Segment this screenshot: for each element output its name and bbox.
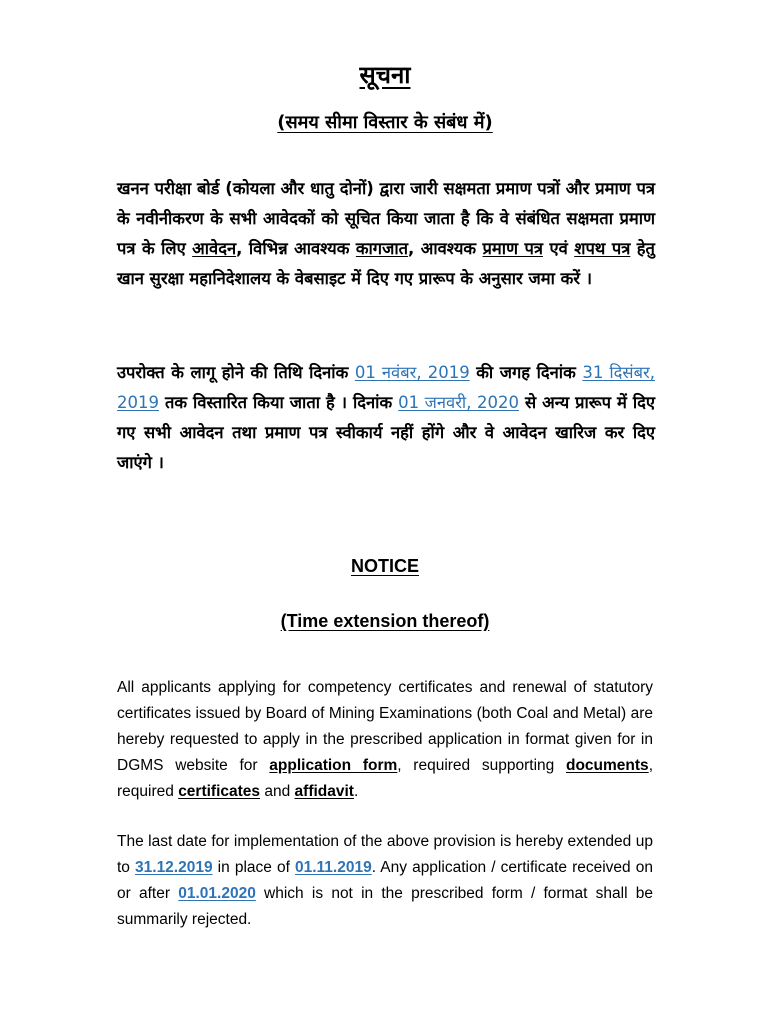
hindi-paragraph-1 — [117, 174, 655, 294]
english-link-application-form[interactable]: application form — [269, 757, 398, 774]
english-p1-text-1: All applicants applying for competency certificates and renewal of statutory certificates issued by Board of Mining Examinations (both Coal and Metal) are hereby requested to apply in the prescribed application in format given for in DGMS website for — [117, 679, 653, 774]
hindi-p1-text-2: , विभिन्न आवश्यक — [236, 239, 356, 258]
hindi-date-new[interactable]: 31 दिसंबर, 2019 — [117, 363, 655, 412]
english-date-new[interactable]: 31.12.2019 — [135, 859, 213, 876]
english-date-cutoff[interactable]: 01.01.2020 — [178, 885, 256, 902]
hindi-date-cutoff[interactable]: 01 जनवरी, 2020 — [398, 393, 519, 412]
english-title: NOTICE — [350, 556, 419, 576]
english-link-affidavit[interactable]: affidavit — [294, 783, 354, 800]
hindi-link-application[interactable]: आवेदन — [192, 239, 237, 258]
english-p2-text-3: . Any application / certificate received on or after — [117, 859, 653, 902]
hindi-p2-text-2: की जगह दिनांक — [469, 363, 583, 382]
hindi-title: सूचना — [359, 61, 411, 89]
english-subtitle: (Time extension thereof) — [280, 611, 490, 631]
hindi-p2-text-3: तक विस्तारित किया जाता है । दिनांक — [159, 393, 399, 412]
english-link-documents[interactable]: documents — [566, 757, 649, 774]
english-p1-text-4: and — [260, 783, 295, 800]
hindi-subtitle: (समय सीमा विस्तार के संबंध में) — [277, 112, 493, 133]
english-p2-text-4: which is not in the prescribed form / format shall be summarily rejected. — [117, 885, 653, 928]
english-date-old[interactable]: 01.11.2019 — [295, 859, 372, 876]
english-link-certificates[interactable]: certificates — [178, 783, 261, 800]
english-paragraph-2 — [117, 829, 653, 933]
english-p1-text-5: . — [353, 783, 359, 800]
english-p1-text-2: , required supporting — [397, 757, 566, 774]
hindi-p1-text-5: हेतु खान सुरक्षा महानिदेशालय के वेबसाइट में दिए गए प्रारूप के अनुसार जमा करें । — [117, 239, 655, 288]
english-p2-text-1: The last date for implementation of the above provision is hereby extended up to — [117, 833, 653, 876]
hindi-p2-text-1: उपरोक्त के लागू होने की तिथि दिनांक — [117, 363, 355, 382]
english-p2-text-2: in place of — [212, 859, 295, 876]
hindi-link-affidavit[interactable]: शपथ पत्र — [574, 239, 631, 258]
hindi-paragraph-2 — [117, 358, 655, 478]
hindi-p1-text-1: खनन परीक्षा बोर्ड (कोयला और धातु दोनों) द्वारा जारी सक्षमता प्रमाण पत्रों और प्रमाण पत्र के नवीनीकरण के सभी आवेदकों को सूचित किया जाता है कि वे संबंधित सक्षमता प्रमाण पत्र के लिए — [117, 179, 655, 258]
hindi-p2-text-4: से अन्य प्रारूप में दिए गए सभी आवेदन तथा प्रमाण पत्र स्वीकार्य नहीं होंगे और वे आवेदन खारिज कर दिए जाएंगे । — [117, 393, 655, 472]
hindi-link-certificate[interactable]: प्रमाण पत्र — [482, 239, 543, 258]
hindi-link-documents[interactable]: कागजात — [355, 239, 409, 258]
english-p1-text-3: , required — [117, 757, 653, 800]
english-paragraph-1 — [117, 675, 653, 805]
hindi-p1-text-3: , आवश्यक — [408, 239, 483, 258]
hindi-p1-text-4: एवं — [542, 239, 575, 258]
hindi-date-old[interactable]: 01 नवंबर, 2019 — [354, 363, 470, 382]
